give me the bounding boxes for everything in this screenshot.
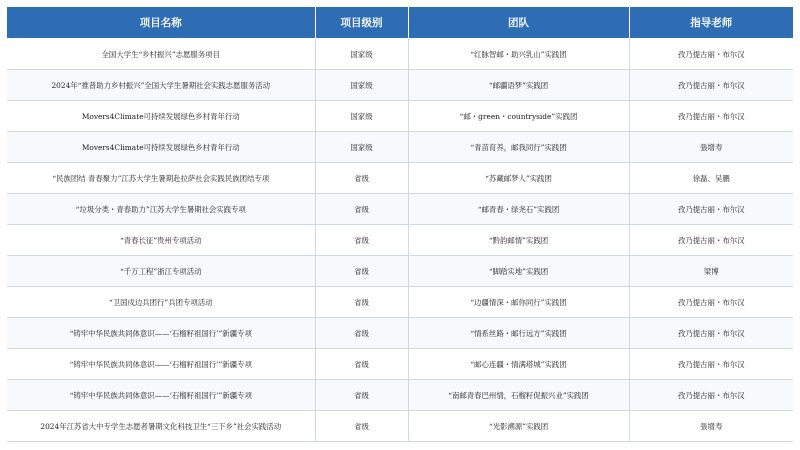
cell-team: “光影溯源”实践团 [408,411,629,442]
cell-project-level: 省级 [315,349,408,380]
cell-project-name: “铸牢中华民族共同体意识——‘石榴籽祖国行’”新疆专项 [7,318,315,349]
cell-team: “邮青春・绿尧石”实践团 [408,194,629,225]
table-row [7,318,793,349]
cell-advisor: 孜乃提古丽・布尔汉 [629,380,793,411]
table-row [7,194,793,225]
cell-project-name: “垃圾分类・青春助力”江苏大学生暑期社会实践专项 [7,194,315,225]
project-table [7,7,793,442]
cell-project-name: 2024年江苏省大中专学生志愿者暑期文化科技卫生“三下乡”社会实践活动 [7,411,315,442]
cell-advisor: 張增寿 [629,411,793,442]
cell-advisor: 孜乃提古丽・布尔汉 [629,318,793,349]
cell-advisor: 徐磊、吴鹏 [629,163,793,194]
cell-advisor: 孜乃提古丽・布尔汉 [629,39,793,70]
table-body [7,39,793,442]
cell-project-name: “青春长征”贵州专项活动 [7,225,315,256]
cell-team: “边疆情深・邮你同行”实践团 [408,287,629,318]
cell-team: “邮疆语梦”实践团 [408,70,629,101]
table-row [7,101,793,132]
cell-advisor: 張增寿 [629,132,793,163]
header-project-level: 项目级别 [315,7,408,39]
table-row [7,256,793,287]
cell-team: “脚踏实地”实践团 [408,256,629,287]
cell-project-name: 2024年“推普助力乡村振兴”全国大学生暑期社会实践志愿服务活动 [7,70,315,101]
cell-project-level: 省级 [315,194,408,225]
cell-team: “黔韵邮情”实践团 [408,225,629,256]
cell-advisor: 孜乃提古丽・布尔汉 [629,349,793,380]
cell-project-name: “民族团结 青春聚力”江苏大学生暑期赴拉萨社会实践民族团结专项 [7,163,315,194]
cell-team: “邮心连疆・情满塔城”实践团 [408,349,629,380]
table-row [7,70,793,101]
cell-advisor: 孜乃提古丽・布尔汉 [629,70,793,101]
table-row [7,287,793,318]
cell-team: “苏藏邮梦人”实践团 [408,163,629,194]
cell-project-name: “千万工程”浙江专项活动 [7,256,315,287]
table-row [7,380,793,411]
table-row [7,225,793,256]
cell-project-level: 省级 [315,163,408,194]
cell-project-level: 国家级 [315,70,408,101]
cell-project-level: 省级 [315,380,408,411]
cell-advisor: 孜乃提古丽・布尔汉 [629,225,793,256]
header-project-name: 项目名称 [7,7,315,39]
cell-team: “邮・green・countryside”实践团 [408,101,629,132]
cell-team: “情系丝路・邮行远方”实践团 [408,318,629,349]
cell-project-level: 省级 [315,256,408,287]
cell-project-name: Movers4Climate可持续发展绿色乡村青年行动 [7,101,315,132]
cell-project-name: Movers4Climate可持续发展绿色乡村青年行动 [7,132,315,163]
cell-project-level: 国家级 [315,132,408,163]
table-header-row [7,7,793,39]
table-row [7,349,793,380]
table-row [7,411,793,442]
cell-project-level: 国家级 [315,39,408,70]
cell-project-level: 省级 [315,318,408,349]
cell-advisor: 梁博 [629,256,793,287]
cell-advisor: 孜乃提古丽・布尔汉 [629,101,793,132]
cell-team: “青苗育养，邮我同行”实践团 [408,132,629,163]
cell-team: “南邮青春巴州情，石榴籽促振兴业”实践团 [408,380,629,411]
cell-advisor: 孜乃提古丽・布尔汉 [629,287,793,318]
table-row [7,163,793,194]
cell-project-name: “铸牢中华民族共同体意识——‘石榴籽祖国行’”新疆专项 [7,380,315,411]
cell-project-level: 省级 [315,287,408,318]
table-row [7,132,793,163]
header-advisor: 指导老师 [629,7,793,39]
cell-team: “红脉智邮・助兴乳山”实践团 [408,39,629,70]
cell-project-level: 省级 [315,225,408,256]
cell-project-level: 省级 [315,411,408,442]
cell-project-name: “卫国戍边兵团行”兵团专项活动 [7,287,315,318]
cell-project-level: 国家级 [315,101,408,132]
cell-project-name: “铸牢中华民族共同体意识——‘石榴籽祖国行’”新疆专项 [7,349,315,380]
cell-project-name: 全国大学生“乡村振兴”志愿服务项目 [7,39,315,70]
project-table-container [7,7,793,442]
cell-advisor: 孜乃提古丽・布尔汉 [629,194,793,225]
table-row [7,39,793,70]
header-team: 团队 [408,7,629,39]
